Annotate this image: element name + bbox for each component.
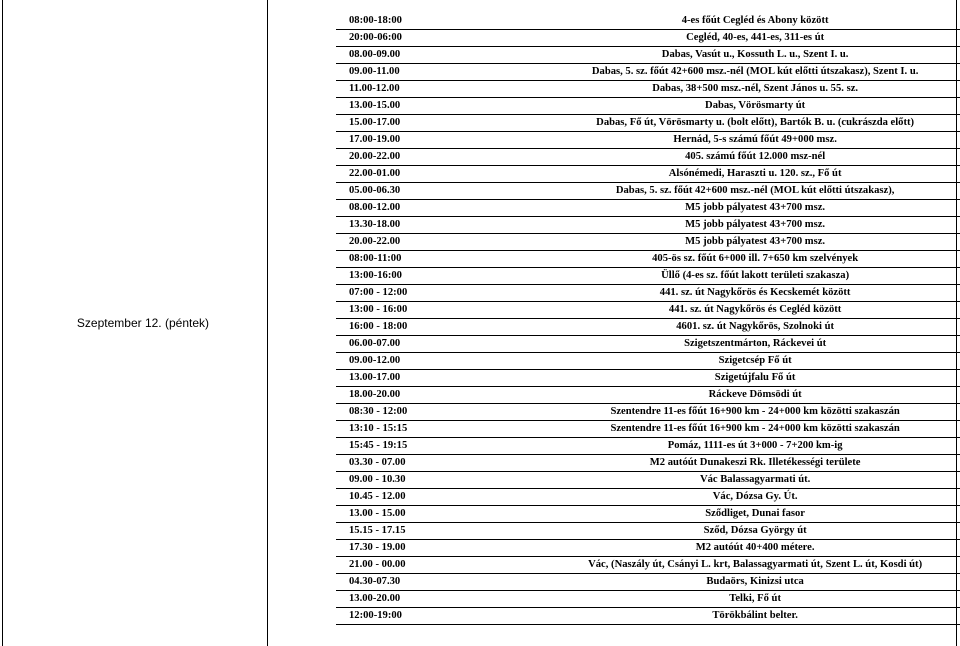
location-cell: Dabas, Vörösmarty út [512,98,960,115]
location-cell: Dabas, Vasút u., Kossuth L. u., Szent I. u. [512,47,960,64]
table-row [336,183,960,200]
time-cell: 08.00-09.00 [336,47,512,64]
location-cell: 441. sz. út Nagykőrös és Cegléd között [512,302,960,319]
time-cell: 12:00-19:00 [336,608,512,625]
location-cell: Vác, Dózsa Gy. Út. [512,489,960,506]
time-cell: 08:30 - 12:00 [336,404,512,421]
time-cell: 21.00 - 00.00 [336,557,512,574]
time-cell: 20.00-22.00 [336,234,512,251]
location-cell: 405-ös sz. főút 6+000 ill. 7+650 km szelvények [512,251,960,268]
time-cell: 10.45 - 12.00 [336,489,512,506]
time-cell: 20:00-06:00 [336,30,512,47]
table-row [336,149,960,166]
table-row [336,387,960,404]
table-row [336,166,960,183]
location-cell: Pomáz, 1111-es út 3+000 - 7+200 km-ig [512,438,960,455]
location-cell: Törökbálint belter. [512,608,960,625]
location-cell: Dabas, 38+500 msz.-nél, Szent János u. 55. sz. [512,81,960,98]
time-cell: 22.00-01.00 [336,166,512,183]
table-row [336,217,960,234]
time-cell: 03.30 - 07.00 [336,455,512,472]
time-cell: 18.00-20.00 [336,387,512,404]
location-cell: Sződ, Dózsa György út [512,523,960,540]
location-cell: 441. sz. út Nagykőrös és Kecskemét között [512,285,960,302]
location-cell: Vác, (Naszály út, Csányi L. krt, Balassagyarmati út, Szent L. út, Kosdi út) [512,557,960,574]
table-row [336,268,960,285]
time-cell: 09.00 - 10.30 [336,472,512,489]
location-cell: Üllő (4-es sz. főút lakott területi szakasza) [512,268,960,285]
time-cell: 13:10 - 15:15 [336,421,512,438]
location-cell: M5 jobb pályatest 43+700 msz. [512,217,960,234]
time-cell: 15:45 - 19:15 [336,438,512,455]
time-cell: 13.30-18.00 [336,217,512,234]
location-cell: Hernád, 5-s számú főút 49+000 msz. [512,132,960,149]
location-cell: Telki, Fő út [512,591,960,608]
time-cell: 09.00-12.00 [336,353,512,370]
table-row [336,47,960,64]
table-row [336,523,960,540]
location-cell: Szigetszentmárton, Ráckevei út [512,336,960,353]
time-cell: 20.00-22.00 [336,149,512,166]
location-cell: Ráckeve Dömsödi út [512,387,960,404]
table-row [336,115,960,132]
table-row [336,285,960,302]
location-cell: Budaörs, Kinizsi utca [512,574,960,591]
time-cell: 13:00-16:00 [336,268,512,285]
time-cell: 13.00-20.00 [336,591,512,608]
time-cell: 04.30-07.30 [336,574,512,591]
time-cell: 09.00-11.00 [336,64,512,81]
location-cell: Szentendre 11-es főút 16+900 km - 24+000 km közötti szakaszán [512,421,960,438]
table-row [336,336,960,353]
time-cell: 13:00 - 16:00 [336,302,512,319]
day-cell [3,0,267,646]
location-cell: Szentendre 11-es főút 16+900 km - 24+000 km közötti szakaszán [512,404,960,421]
table-row [336,319,960,336]
table-row [336,404,960,421]
column-divider-day [267,0,268,646]
table-row [336,200,960,217]
time-cell: 15.00-17.00 [336,115,512,132]
table-row [336,438,960,455]
location-cell: M5 jobb pályatest 43+700 msz. [512,200,960,217]
time-cell: 15.15 - 17.15 [336,523,512,540]
table-row [336,132,960,149]
time-cell: 16:00 - 18:00 [336,319,512,336]
location-cell: Vác Balassagyarmati út. [512,472,960,489]
time-cell: 08:00-11:00 [336,251,512,268]
time-cell: 17.30 - 19.00 [336,540,512,557]
table-row [336,64,960,81]
table-row [336,13,960,30]
location-cell: 4-es főút Cegléd és Abony között [512,13,960,30]
table-row [336,421,960,438]
time-cell: 06.00-07.00 [336,336,512,353]
location-cell: 405. számú főút 12.000 msz-nél [512,149,960,166]
location-cell: Dabas, 5. sz. főút 42+600 msz.-nél (MOL kút előtti útszakasz), [512,183,960,200]
time-cell: 05.00-06.30 [336,183,512,200]
location-cell: Cegléd, 40-es, 441-es, 311-es út [512,30,960,47]
location-cell: Szigetcsép Fő út [512,353,960,370]
time-cell: 11.00-12.00 [336,81,512,98]
table-row [336,302,960,319]
time-cell: 07:00 - 12:00 [336,285,512,302]
location-cell: M5 jobb pályatest 43+700 msz. [512,234,960,251]
time-cell: 13.00-15.00 [336,98,512,115]
table-row [336,472,960,489]
table-row [336,557,960,574]
time-cell: 08.00-12.00 [336,200,512,217]
table-row [336,30,960,47]
location-cell: Alsónémedi, Haraszti u. 120. sz., Fő út [512,166,960,183]
time-cell: 13.00-17.00 [336,370,512,387]
location-cell: M2 autóút Dunakeszi Rk. Illetékességi területe [512,455,960,472]
table-row [336,98,960,115]
table-row [336,591,960,608]
table-row [336,489,960,506]
time-cell: 08:00-18:00 [336,13,512,30]
table-row [336,540,960,557]
table-row [336,455,960,472]
table-row [336,608,960,625]
time-cell: 13.00 - 15.00 [336,506,512,523]
table-row [336,353,960,370]
location-cell: Szigetújfalu Fő út [512,370,960,387]
table-row [336,574,960,591]
location-cell: Dabas, Fő út, Vörösmarty u. (bolt előtt), Bartók B. u. (cukrászda előtt) [512,115,960,132]
day-label: Szeptember 12. (péntek) [76,316,209,330]
location-cell: Sződliget, Dunai fasor [512,506,960,523]
table-row [336,370,960,387]
time-cell: 17.00-19.00 [336,132,512,149]
schedule-table [336,13,960,625]
location-cell: M2 autóút 40+400 métere. [512,540,960,557]
table-row [336,506,960,523]
schedule-rows [336,13,960,625]
table-row [336,251,960,268]
location-cell: 4601. sz. út Nagykőrös, Szolnoki út [512,319,960,336]
table-row [336,234,960,251]
table-row [336,81,960,98]
location-cell: Dabas, 5. sz. főút 42+600 msz.-nél (MOL kút előtti útszakasz), Szent I. u. [512,64,960,81]
